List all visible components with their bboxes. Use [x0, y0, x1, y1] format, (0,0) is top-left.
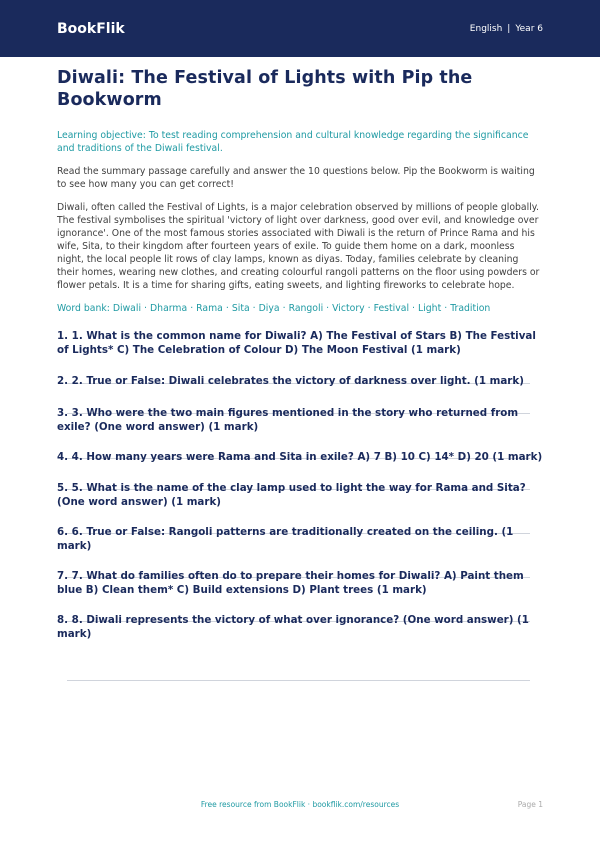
meta-separator: |	[507, 23, 511, 34]
question-text: 3. 3. Who were the two main figures mentioned in the story who returned from exile? (One word answer) (1 mark)	[57, 407, 519, 433]
question-text: 5. 5. What is the name of the clay lamp used to light the way for Rama and Sita? (One word answer) (1 mark)	[57, 482, 526, 508]
question-text: 4. 4. How many years were Rama and Sita in exile? A) 7 B) 10 C) 14* D) 20 (1 mark)	[57, 451, 543, 463]
word-bank-word: Tradition	[450, 303, 491, 314]
word-separator: ·	[225, 303, 229, 314]
reading-passage: Diwali, often called the Festival of Lights, is a major celebration observed by millions of people globally. The festival symbolises the spiritual 'victory of light over darkness, good over evil, and knowledge over ignorance'. One of the most famous stories associated with Diwali is the return of Prince Rama and his wife, Sita, to their kingdom after fourteen years of exile. To guide them home on a dark, moonless night, the local people lit rows of clay lamps, known as diyas. Today, families celebrate by cleaning their homes, wearing new clothes, and creating colourful rangoli patterns on the floor using powders or flower petals. It is a time for sharing gifts, eating sweets, and lighting fireworks to celebrate hope.	[57, 202, 540, 291]
question-text: 6. 6. True or False: Rangoli patterns are traditionally created on the ceiling. (1 mark)	[57, 526, 514, 552]
learning-objective: Learning objective: To test reading comprehension and cultural knowledge regarding the significance and traditions of the Diwali festival.	[57, 130, 529, 154]
word-separator: ·	[367, 303, 371, 314]
word-bank-word: Light	[418, 303, 442, 314]
word-bank-word: Victory	[332, 303, 365, 314]
top-banner	[0, 0, 600, 57]
word-bank-word: Diya	[258, 303, 280, 314]
word-bank-word: Rangoli	[288, 303, 324, 314]
word-separator: ·	[412, 303, 416, 314]
word-separator: ·	[190, 303, 194, 314]
word-separator: ·	[144, 303, 148, 314]
word-separator: ·	[282, 303, 286, 314]
word-bank-word: Festival	[373, 303, 410, 314]
word-bank	[57, 302, 543, 315]
header-meta	[470, 24, 543, 34]
footer-credit: Free resource from BookFlik · bookflik.com/resources	[200, 800, 400, 809]
word-bank-word: Rama	[196, 303, 223, 314]
brand-logo-text: BookFlik	[57, 20, 125, 37]
page-footer	[0, 800, 600, 814]
page-title: Diwali: The Festival of Lights with Pip the Bookworm	[57, 68, 473, 110]
word-separator: ·	[252, 303, 256, 314]
question-text: 2. 2. True or False: Diwali celebrates the victory of darkness over light. (1 mark)	[57, 375, 524, 387]
question-item	[57, 613, 543, 681]
instructions: Read the summary passage carefully and answer the 10 questions below. Pip the Bookworm is waiting to see how many you can get correct!	[57, 166, 535, 190]
worksheet-body	[0, 67, 600, 681]
word-separator: ·	[326, 303, 330, 314]
word-bank-words	[113, 303, 490, 314]
page-number: Page 1	[517, 800, 543, 809]
word-bank-word: Sita	[231, 303, 250, 314]
word-bank-label: Word bank:	[57, 303, 110, 314]
word-bank-word: Diwali	[112, 303, 142, 314]
word-separator: ·	[444, 303, 448, 314]
question-text: 7. 7. What do families often do to prepare their homes for Diwali? A) Paint them blue B) Clean them* C) Build extensions D) Plant trees (1 mark)	[57, 570, 524, 596]
word-bank-word: Dharma	[150, 303, 188, 314]
question-text: 1. 1. What is the common name for Diwali? A) The Festival of Stars B) The Festival of Lights* C) The Celebration of Colour D) The Moon Festival (1 mark)	[57, 330, 536, 356]
answer-line[interactable]	[67, 680, 530, 681]
language-label: English	[469, 23, 503, 34]
question-list	[57, 329, 543, 681]
question-text: 8. 8. Diwali represents the victory of what over ignorance? (One word answer) (1 mark)	[57, 614, 529, 640]
year-label: Year 6	[515, 23, 543, 34]
